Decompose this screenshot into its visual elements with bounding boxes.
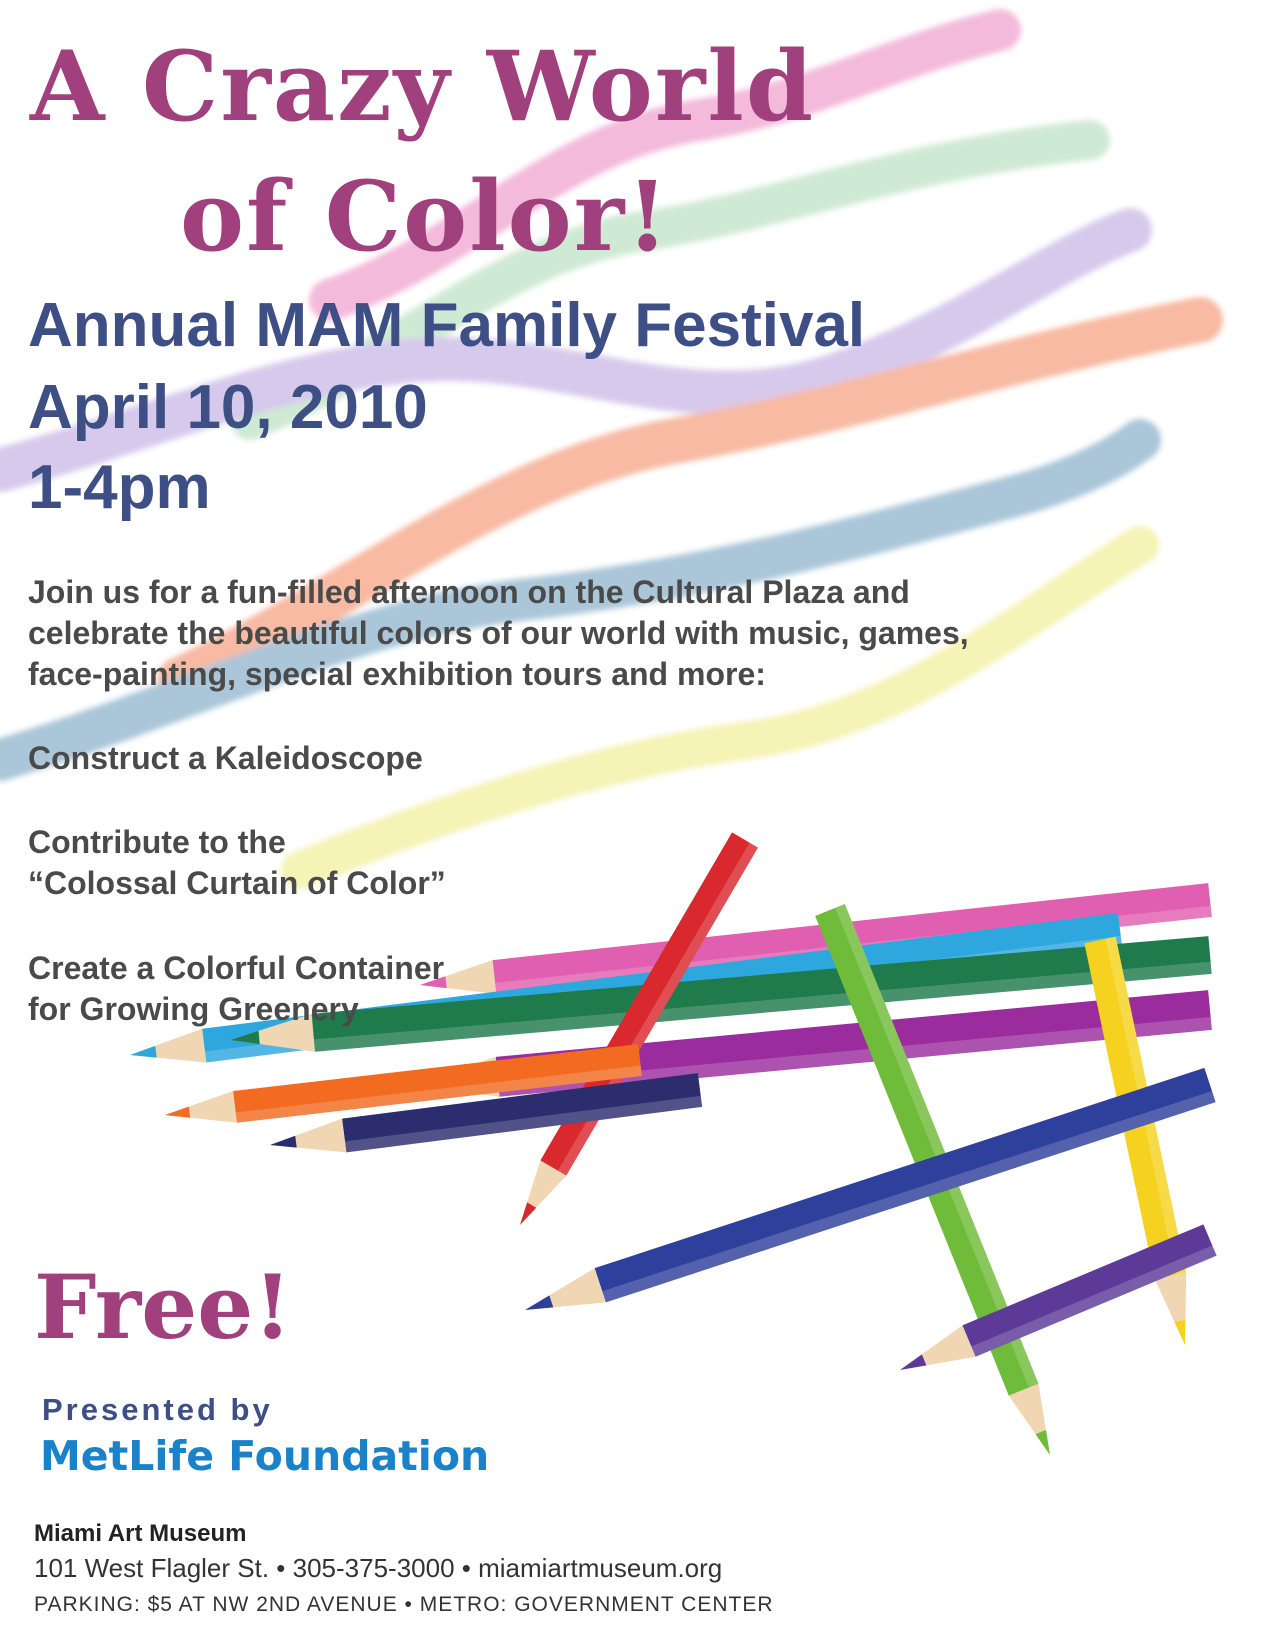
intro-line: celebrate the beautiful colors of our world with music, games, — [28, 615, 969, 651]
intro-paragraph — [28, 572, 969, 695]
activity-item — [28, 948, 444, 1030]
colored-pencils-illustration — [130, 832, 1217, 1455]
museum-name: Miami Art Museum — [34, 1520, 247, 1547]
activity-item — [28, 738, 423, 779]
presented-by-label: Presented by — [42, 1392, 273, 1427]
event-name: Annual MAM Family Festival — [28, 291, 866, 360]
activity-line: Create a Colorful Container — [28, 950, 445, 986]
activity-line: Construct a Kaleidoscope — [28, 740, 423, 776]
activity-line: “Colossal Curtain of Color” — [28, 865, 446, 901]
activity-line: for Growing Greenery — [28, 991, 359, 1027]
museum-address: 101 West Flagler St. • 305-375-3000 • miamiartmuseum.org — [34, 1553, 723, 1583]
parking-info: PARKING: $5 AT NW 2ND AVENUE • METRO: GOVERNMENT CENTER — [34, 1593, 774, 1616]
event-date: April 10, 2010 — [28, 373, 428, 442]
event-time: 1-4pm — [28, 453, 211, 522]
title-line-2: of Color! — [180, 160, 671, 273]
intro-line: Join us for a fun-filled afternoon on the Cultural Plaza and — [28, 574, 910, 610]
price-free-label: Free! — [34, 1255, 292, 1359]
activity-line: Contribute to the — [28, 824, 286, 860]
sponsor-logo: MetLife Foundation — [40, 1432, 490, 1480]
title-line-1: A Crazy World — [30, 30, 815, 143]
intro-line: face-painting, special exhibition tours and more: — [28, 656, 766, 692]
activity-item — [28, 822, 446, 904]
